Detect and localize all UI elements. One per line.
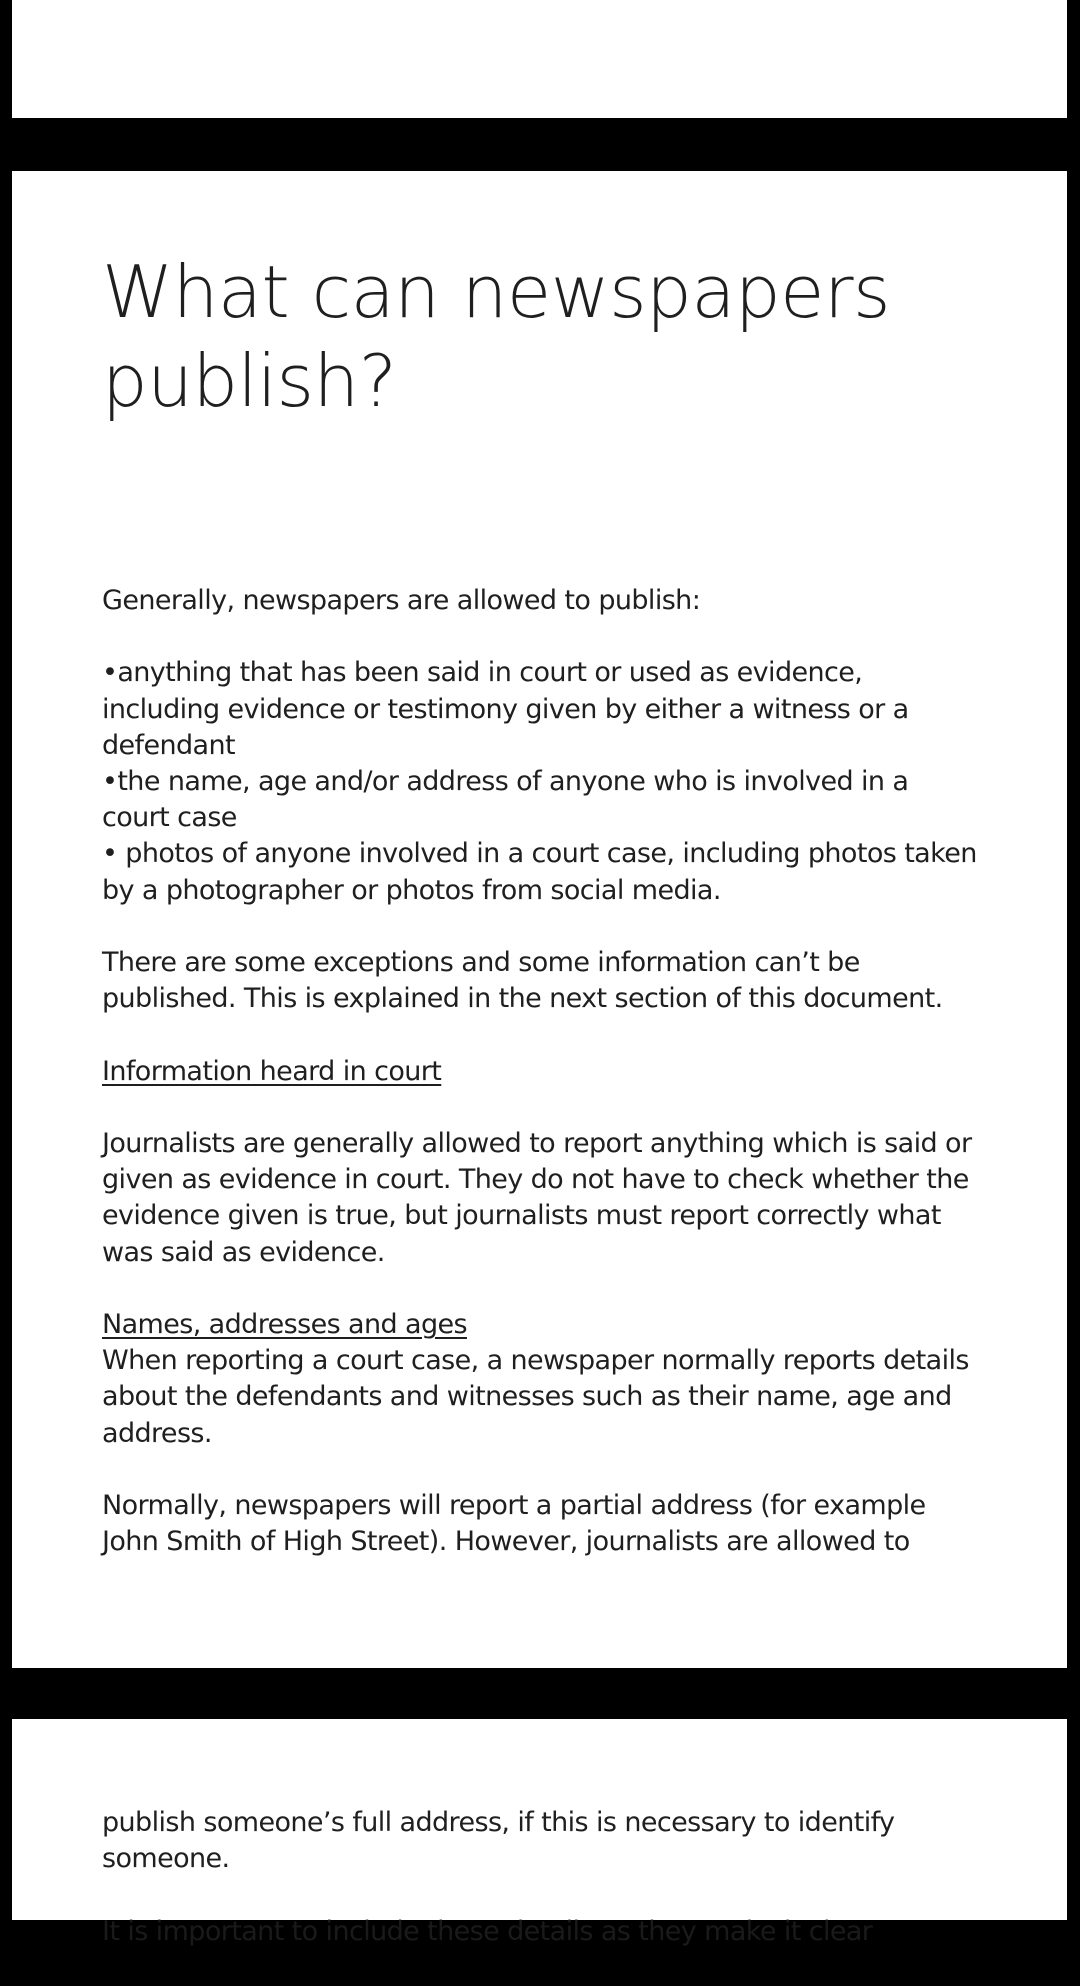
previous-page	[12, 0, 1067, 118]
bullet-list	[102, 655, 982, 908]
section-heading-information: Information heard in court	[102, 1055, 442, 1087]
names-paragraph: When reporting a court case, a newspaper normally reports details about the defendants and witnesses such as their name, age and address.	[102, 1345, 969, 1449]
information-paragraph: Journalists are generally allowed to report anything which is said or given as evidence in court. They do not have to check whether the evidence given is true, but journalists must report correctly what was said as evidence.	[102, 1127, 972, 1268]
section-heading-names-label: Names, addresses and ages	[102, 1308, 467, 1340]
exceptions-paragraph: There are some exceptions and some information can’t be published. This is explained in the next section of this document.	[102, 947, 943, 1015]
bullet-item: • photos of anyone involved in a court case, including photos taken by a photographer or photos from social media.	[102, 838, 977, 906]
next-page-body	[102, 1805, 982, 1986]
next-page	[12, 1719, 1067, 1947]
bullet-item: •anything that has been said in court or used as evidence, including evidence or testimony given by either a witness or a defendant	[102, 657, 909, 761]
page-body	[102, 583, 982, 1597]
continuation-paragraph: publish someone’s full address, if this is necessary to identify someone.	[102, 1807, 895, 1875]
intro-paragraph: Generally, newspapers are allowed to publish:	[102, 585, 701, 616]
section-heading-names	[102, 1307, 982, 1343]
page-title: What can newspapers publish?	[102, 250, 891, 423]
document-page	[12, 171, 1067, 1668]
bullet-item: •the name, age and/or address of anyone who is involved in a court case	[102, 766, 909, 834]
cut-off-paragraph: It is important to include these details as they make it clear	[102, 1915, 873, 1947]
address-paragraph: Normally, newspapers will report a partial address (for example John Smith of High Street). However, journalists are allowed to	[102, 1489, 926, 1558]
